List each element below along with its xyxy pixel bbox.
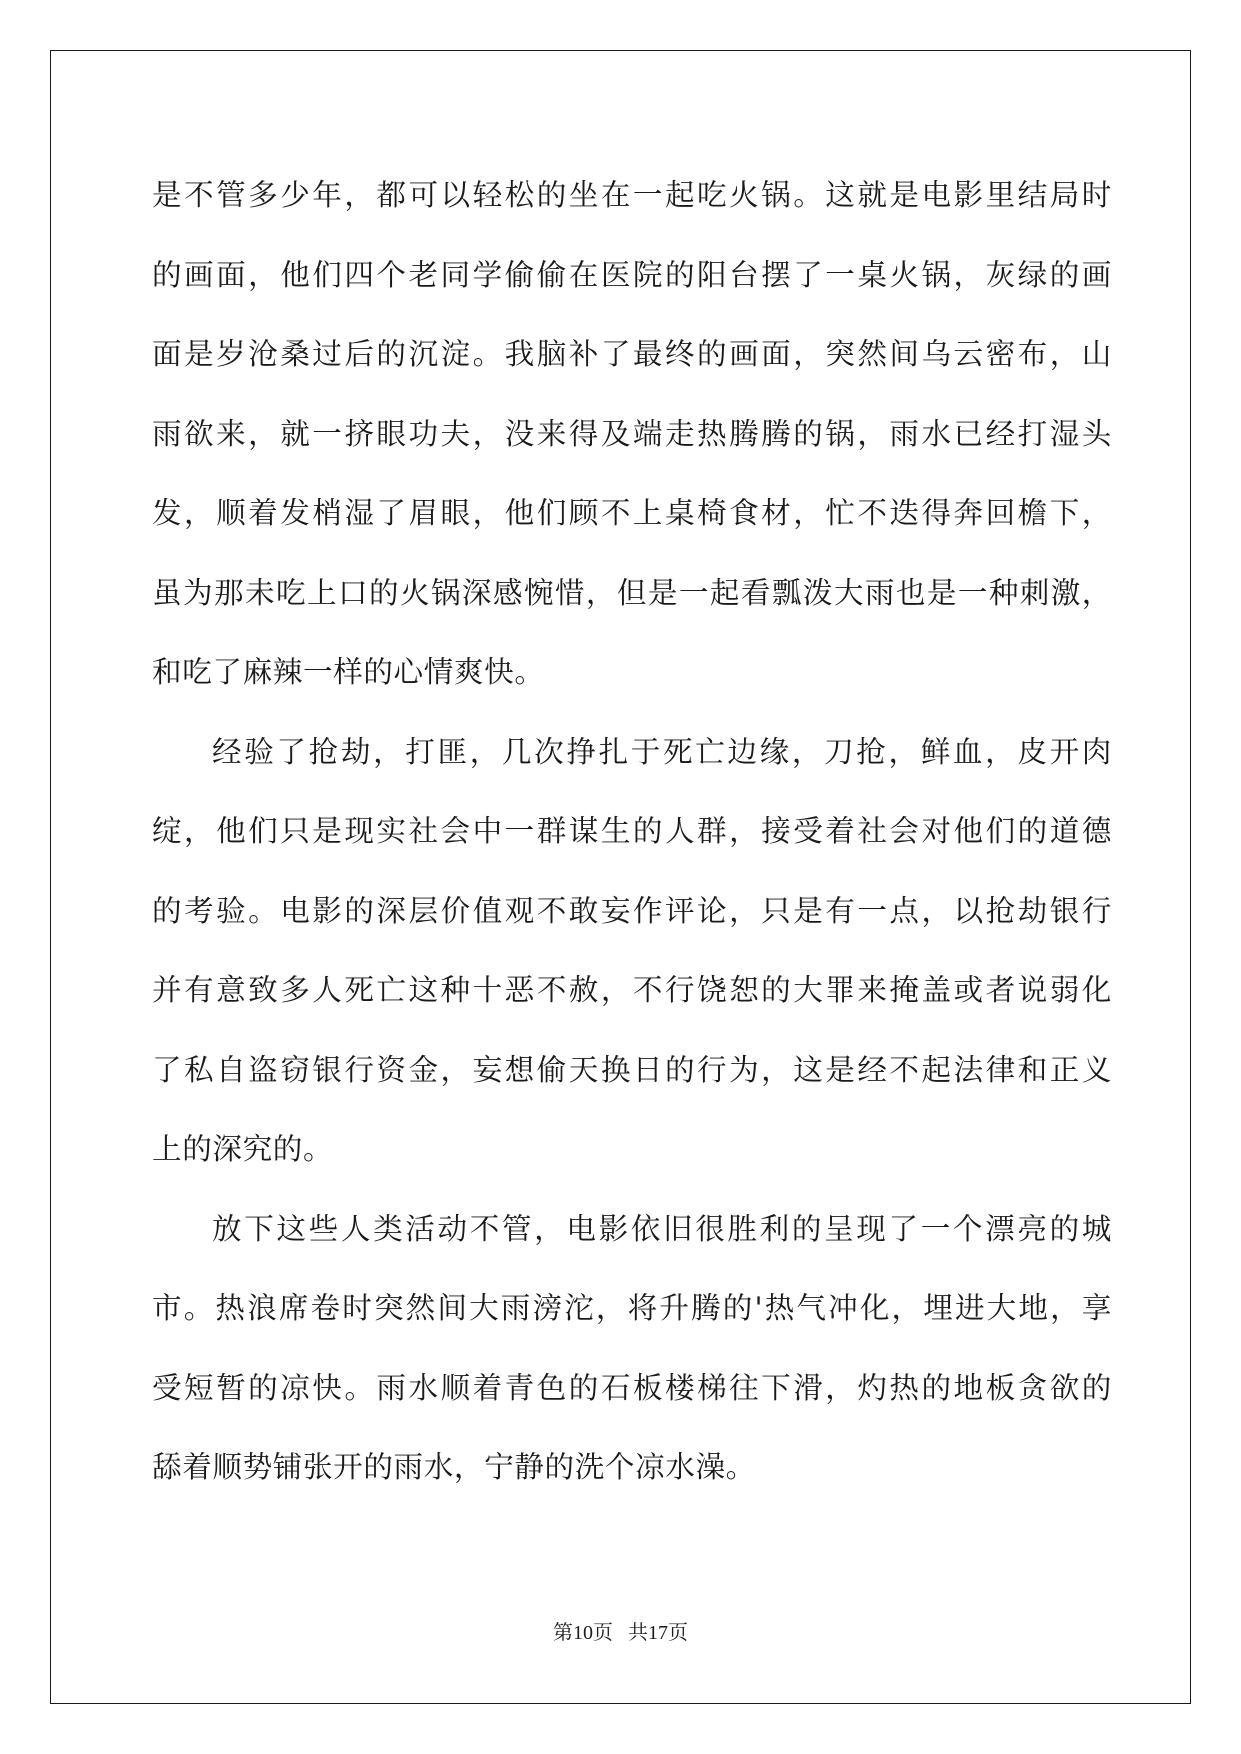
paragraph-line: 并有意致多人死亡这种十恶不赦，不行饶恕的大罪来掩盖或者说弱化 [152,973,1112,1007]
paragraph-line: 虽为那未吃上口的火锅深感惋惜，但是一起看瓢泼大雨也是一种刺激， [152,575,1112,610]
paragraph-line: 发，顺着发梢湿了眉眼，他们顾不上桌椅食材，忙不迭得奔回檐下， [152,496,1112,530]
paragraph-line: 放下这些人类活动不管，电影依旧很胜利的呈现了一个漂亮的城 [212,1211,1112,1246]
paragraph-line: 雨欲来，就一挤眼功夫，没来得及端走热腾腾的锅，雨水已经打湿头 [152,416,1112,451]
paragraph-line: 受短暂的凉快。雨水顺着青色的石板楼梯往下滑，灼热的地板贪欲的 [152,1370,1112,1405]
paragraph-line: 经验了抢劫，打匪，几次挣扎于死亡边缘，刀抢，鲜血，皮开肉 [212,734,1112,769]
paragraph-line: 了私自盗窃银行资金，妄想偷天换日的行为，这是经不起法律和正义 [152,1052,1112,1087]
paragraph-line: 绽，他们只是现实社会中一群谋生的人群，接受着社会对他们的道德 [152,814,1112,848]
paragraph-line: 的画面，他们四个老同学偷偷在医院的阳台摆了一桌火锅，灰绿的画 [152,257,1112,292]
page-number: 第10页 共17页 [553,1622,688,1644]
paragraph-line: 上的深究的。 [152,1132,334,1166]
paragraph-line: 市。热浪席卷时突然间大雨滂沱，将升腾的'热气冲化，埋进大地，享 [152,1291,1112,1325]
paragraph-line: 的考验。电影的深层价值观不敢妄作评论，只是有一点，以抢劫银行 [152,893,1112,928]
paragraph-line: 是不管多少年，都可以轻松的坐在一起吃火锅。这就是电影里结局时 [152,178,1112,212]
paragraph-line: 面是岁沧桑过后的沉淀。我脑补了最终的画面，突然间乌云密布，山 [152,337,1112,371]
paragraph-line: 舔着顺势铺张开的雨水，宁静的洗个凉水澡。 [152,1450,756,1484]
document-body [152,166,1112,1518]
paragraph-line: 和吃了麻辣一样的心情爽快。 [152,655,545,689]
